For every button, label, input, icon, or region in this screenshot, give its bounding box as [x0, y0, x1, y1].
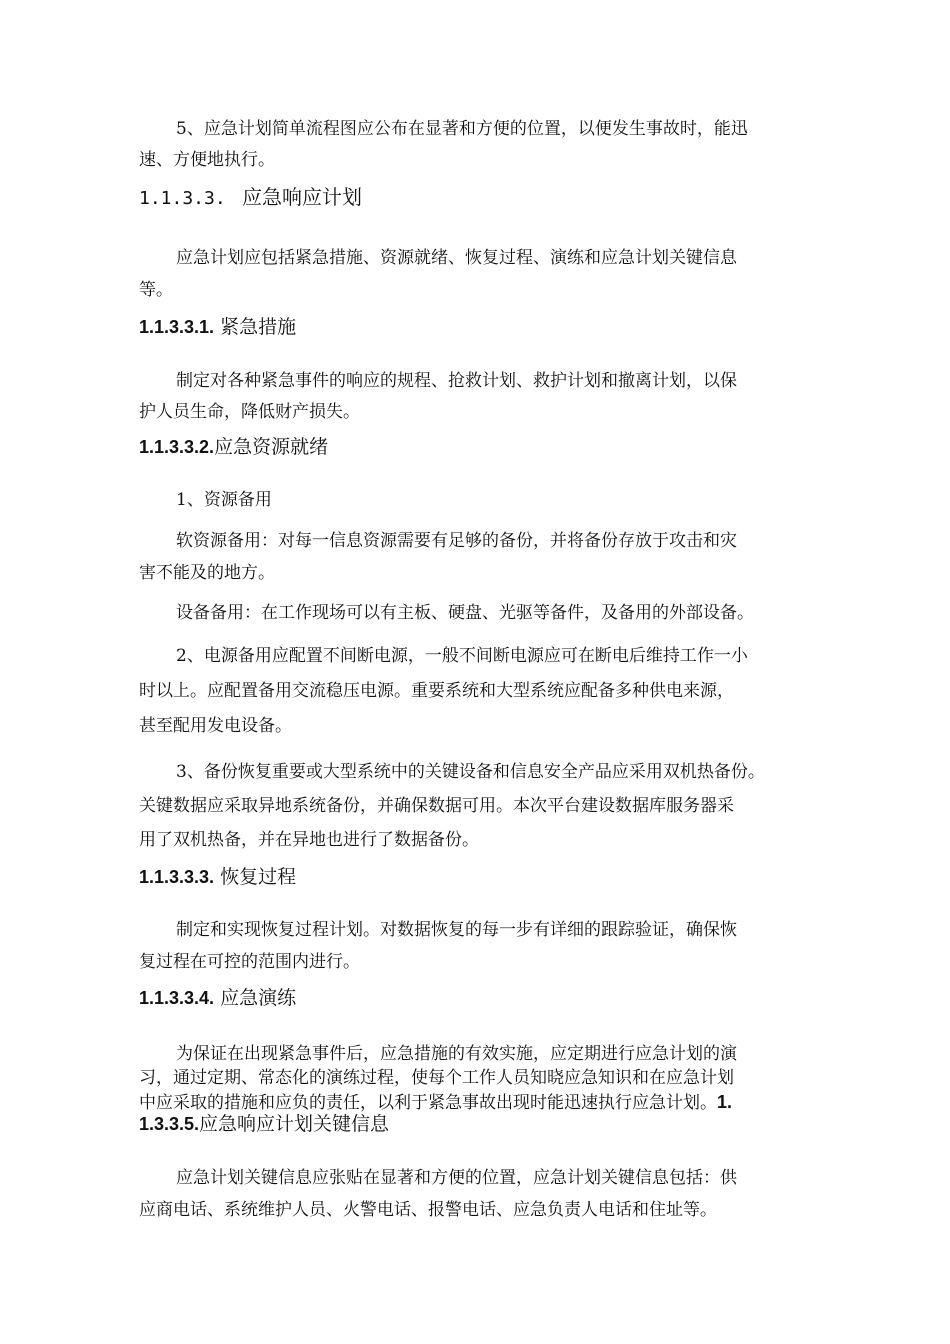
paragraph-line: 应急计划关键信息应张贴在显著和方便的位置，应急计划关键信息包括：供 [176, 1168, 737, 1188]
paragraph-text: 中应采取的措施和应负的责任，以利于紧急事故出现时能迅速执行应急计划。 [139, 1093, 717, 1113]
subsection-heading [139, 864, 296, 890]
paragraph-line: 应急计划应包括紧急措施、资源就绪、恢复过程、演练和应急计划关键信息 [176, 248, 737, 268]
paragraph-line: 设备备用：在工作现场可以有主板、硬盘、光驱等备件，及备用的外部设备。 [176, 603, 754, 623]
section-number: 1.1.3.3.2. [139, 437, 215, 457]
paragraph-line: 甚至配用发电设备。 [139, 716, 292, 736]
paragraph-line: 2、电源备用应配置不间断电源，一般不间断电源应可在断电后维持工作一小 [176, 646, 748, 666]
section-number: 1.1.3.3.1. [139, 317, 215, 337]
subsection-heading [139, 434, 328, 460]
paragraph-line: 护人员生命，降低财产损失。 [139, 402, 360, 422]
section-title: 应急响应计划 [242, 185, 363, 209]
section-title: 紧急措施 [220, 316, 297, 338]
paragraph-line: 用了双机热备，并在异地也进行了数据备份。 [139, 830, 479, 850]
paragraph-line: 5、应急计划简单流程图应公布在显著和方便的位置，以便发生事故时，能迅 [176, 119, 748, 139]
paragraph-line: 等。 [139, 280, 173, 300]
section-number-fragment: 1. [717, 1092, 733, 1112]
paragraph-line: 3、备份恢复重要或大型系统中的关键设备和信息安全产品应采用双机热备份。 [176, 762, 765, 782]
subsection-heading [139, 314, 296, 340]
paragraph-line: 速、方便地执行。 [139, 150, 275, 170]
paragraph-line: 关键数据应采取异地系统备份，并确保数据可用。本次平台建设数据库服务器采 [139, 796, 734, 816]
section-number: 1.1.3.3.4. [139, 988, 215, 1008]
paragraph-line: 制定对各种紧急事件的响应的规程、抢救计划、救护计划和撤离计划，以保 [176, 371, 737, 391]
section-heading [139, 184, 362, 212]
paragraph-line: 时以上。应配置备用交流稳压电源。重要系统和大型系统应配备多种供电来源， [139, 681, 734, 701]
paragraph-line: 制定和实现恢复过程计划。对数据恢复的每一步有详细的跟踪验证，确保恢 [176, 920, 737, 940]
section-number: 1.1.3.3. [139, 188, 226, 209]
section-title: 应急响应计划关键信息 [199, 1113, 390, 1135]
paragraph-line: 复过程在可控的范围内进行。 [139, 952, 360, 972]
section-number: 1.1.3.3.3. [139, 867, 215, 887]
subsection-heading [139, 985, 296, 1011]
paragraph-line: 害不能及的地方。 [139, 563, 275, 583]
section-number: 1.3.3.5. [139, 1114, 200, 1134]
section-title: 应急演练 [220, 987, 297, 1009]
paragraph-line: 软资源备用：对每一信息资源需要有足够的备份，并将备份存放于攻击和灾 [176, 531, 737, 551]
subsection-heading [139, 1111, 389, 1137]
paragraph-line: 习，通过定期、常态化的演练过程，使每个工作人员知晓应急知识和在应急计划 [139, 1068, 734, 1088]
paragraph-line: 1、资源备用 [176, 490, 272, 510]
paragraph-line: 应商电话、系统维护人员、火警电话、报警电话、应急负责人电话和住址等。 [139, 1200, 717, 1220]
paragraph-line: 为保证在出现紧急事件后，应急措施的有效实施，应定期进行应急计划的演 [176, 1044, 737, 1064]
section-title: 应急资源就绪 [214, 436, 329, 458]
section-title: 恢复过程 [220, 866, 297, 888]
